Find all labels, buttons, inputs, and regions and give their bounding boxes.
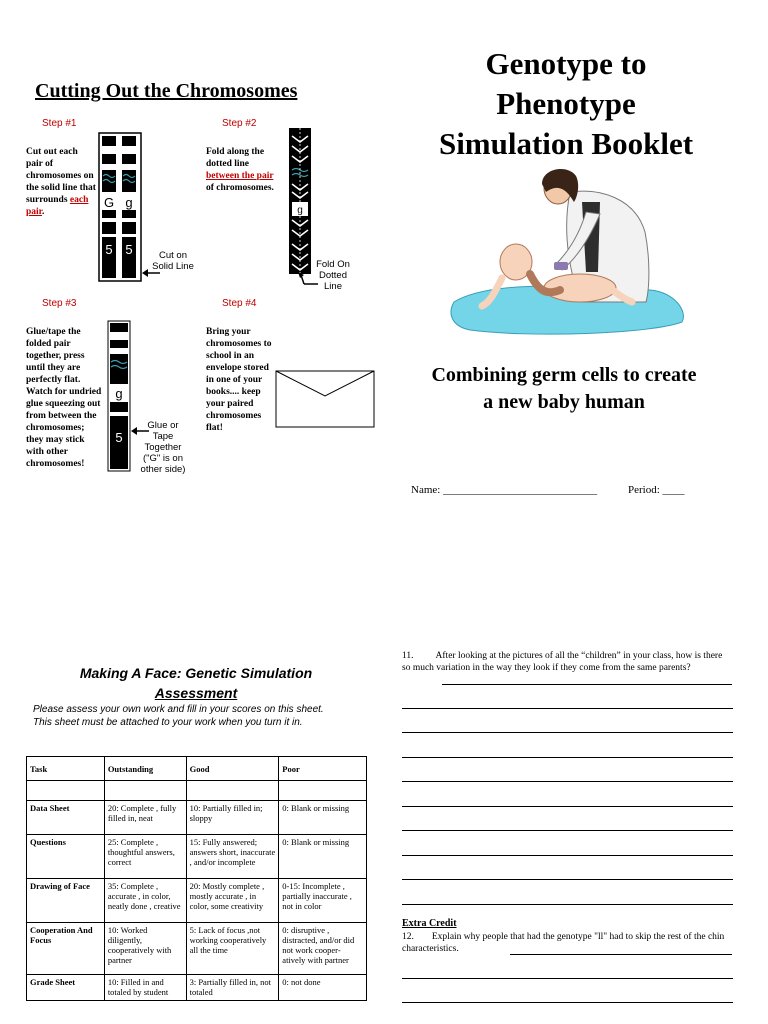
table-blank-row (27, 781, 367, 801)
row-outstanding: 25: Complete , thoughtful answers, correct (104, 835, 186, 879)
step-2-label: Step #2 (222, 118, 257, 129)
step-1-text-c: . (42, 207, 45, 217)
answer-line[interactable] (442, 684, 732, 685)
header-poor: Poor (279, 757, 367, 781)
answer-line[interactable] (402, 806, 733, 807)
glued-letter: g (115, 386, 123, 401)
row-outstanding: 20: Complete , fully filled in, neat (104, 801, 186, 835)
row-task: Cooperation And Focus (27, 923, 105, 975)
step-3-text: Glue/tape the folded pair together, press until they are perfectly flat. Watch for undried glue squeezing out from between the chromosomes; they may stick with other chromosomes! (26, 327, 102, 469)
row-task: Data Sheet (27, 801, 105, 835)
cutting-title: Cutting Out the Chromosomes (35, 80, 298, 102)
row-poor: 0: Blank or missing (279, 801, 367, 835)
table-row (27, 975, 367, 1001)
q12-number: 12. (402, 932, 414, 942)
answer-line[interactable] (402, 879, 733, 880)
row-poor: 0: not done (279, 975, 367, 1001)
answer-line[interactable] (402, 978, 733, 979)
chromosome-pair-illustration (98, 132, 142, 282)
row-good: 5: Lack of focus ,not working cooperatively all the time (186, 923, 279, 975)
answer-line[interactable] (402, 1002, 733, 1003)
step-1-text-em: each pair (26, 195, 89, 217)
step-2-callout: Fold On Dotted Line (316, 259, 350, 292)
chromo-letter-g: g (125, 195, 133, 210)
step-2-text (206, 146, 278, 194)
table-row (27, 835, 367, 879)
name-field[interactable]: Name: ____________________________ (411, 484, 598, 496)
step-2-text-c: of chromosomes. (206, 183, 274, 193)
assessment-title (26, 663, 366, 703)
chromo-letter-5-left: 5 (105, 242, 113, 257)
glued-5: 5 (115, 430, 123, 445)
row-good: 10: Partially filled in; sloppy (186, 801, 279, 835)
answer-line[interactable] (402, 781, 733, 782)
q11-number: 11. (402, 651, 414, 661)
cover-title-line-2: Phenotype (496, 86, 636, 121)
question-12 (402, 931, 732, 955)
row-good: 15: Fully answered; answers short, inaccurate , and/or incomplete (186, 835, 279, 879)
answer-line[interactable] (402, 708, 733, 709)
question-11 (402, 650, 732, 674)
answer-line[interactable] (402, 830, 733, 831)
answer-line[interactable] (402, 757, 733, 758)
assessment-title-line-1: Making A Face: Genetic Simulation (79, 665, 313, 681)
chromo-letter-G: G (103, 195, 115, 210)
row-outstanding: 35: Complete , accurate , in color, neatly done , creative (104, 879, 186, 923)
q11-text: After looking at the pictures of all the “children” in your class, how is there so much variation in the way they look if they come from the same parents? (402, 651, 723, 673)
cover-subtitle-line-2: a new baby human (483, 391, 645, 413)
row-poor: 0: Blank or missing (279, 835, 367, 879)
step-1-text-a: Cut out each pair of chromosomes on the solid line that surrounds (26, 147, 96, 205)
row-task: Drawing of Face (27, 879, 105, 923)
row-task: Grade Sheet (27, 975, 105, 1001)
assessment-instructions: Please assess your own work and fill in your scores on this sheet. This sheet must be attached to your work when you turn it in. (33, 704, 324, 728)
cover-subtitle (404, 362, 724, 416)
cover-subtitle-line-1: Combining germ cells to create (431, 364, 697, 386)
row-good: 3: Partially filled in, not totaled (186, 975, 279, 1001)
header-good: Good (186, 757, 279, 781)
cover-title (404, 44, 728, 164)
row-task: Questions (27, 835, 105, 879)
row-poor: 0: disruptive , distracted, and/or did not work cooper-atively with partner (279, 923, 367, 975)
doctor-and-baby-illustration (450, 162, 690, 338)
row-outstanding: 10: Filled in and totaled by student (104, 975, 186, 1001)
folded-chromosome-illustration (287, 126, 313, 278)
row-poor: 0-15: Incomplete , partially inaccurate , not in color (279, 879, 367, 923)
header-task: Task (27, 757, 105, 781)
assessment-table (26, 756, 367, 1001)
cover-title-line-3: Simulation Booklet (438, 126, 694, 161)
answer-line[interactable] (402, 904, 733, 905)
q12-text: Explain why people that had the genotype "ll" had to skip the rest of the chin characteristics. (402, 932, 725, 954)
extra-credit-label: Extra Credit (402, 918, 457, 929)
answer-line[interactable] (510, 954, 732, 955)
period-field[interactable]: Period: ____ (628, 484, 685, 496)
header-outstanding: Outstanding (104, 757, 186, 781)
table-row (27, 801, 367, 835)
table-row (27, 923, 367, 975)
table-row (27, 879, 367, 923)
step-3-label: Step #3 (42, 298, 77, 309)
assessment-title-line-2: Assessment (154, 685, 238, 701)
step-1-callout: Cut on Solid Line (152, 250, 194, 272)
step-2-text-em: between the pair (206, 171, 274, 181)
answer-line[interactable] (402, 855, 733, 856)
chromo-letter-5-right: 5 (125, 242, 133, 257)
row-outstanding: 10: Worked diligently, cooperatively with partner (104, 923, 186, 975)
step-1-text (26, 146, 96, 218)
folded-letter: g (297, 205, 303, 216)
table-header-row (27, 757, 367, 781)
glued-chromosome-illustration (107, 320, 131, 472)
envelope-icon (275, 370, 375, 428)
step-2-text-a: Fold along the dotted line (206, 147, 265, 169)
row-good: 20: Mostly complete , mostly accurate , in color, some creativity (186, 879, 279, 923)
step-4-label: Step #4 (222, 298, 257, 309)
answer-line[interactable] (402, 732, 733, 733)
cover-title-line-1: Genotype to (485, 46, 647, 81)
step-4-text: Bring your chromosomes to school in an envelope stored in one of your books.... keep your paired chromosomes flat! (206, 327, 272, 433)
step-1-label: Step #1 (42, 118, 77, 129)
step-3-callout: Glue or Tape Together ("G" is on other side) (140, 420, 186, 475)
